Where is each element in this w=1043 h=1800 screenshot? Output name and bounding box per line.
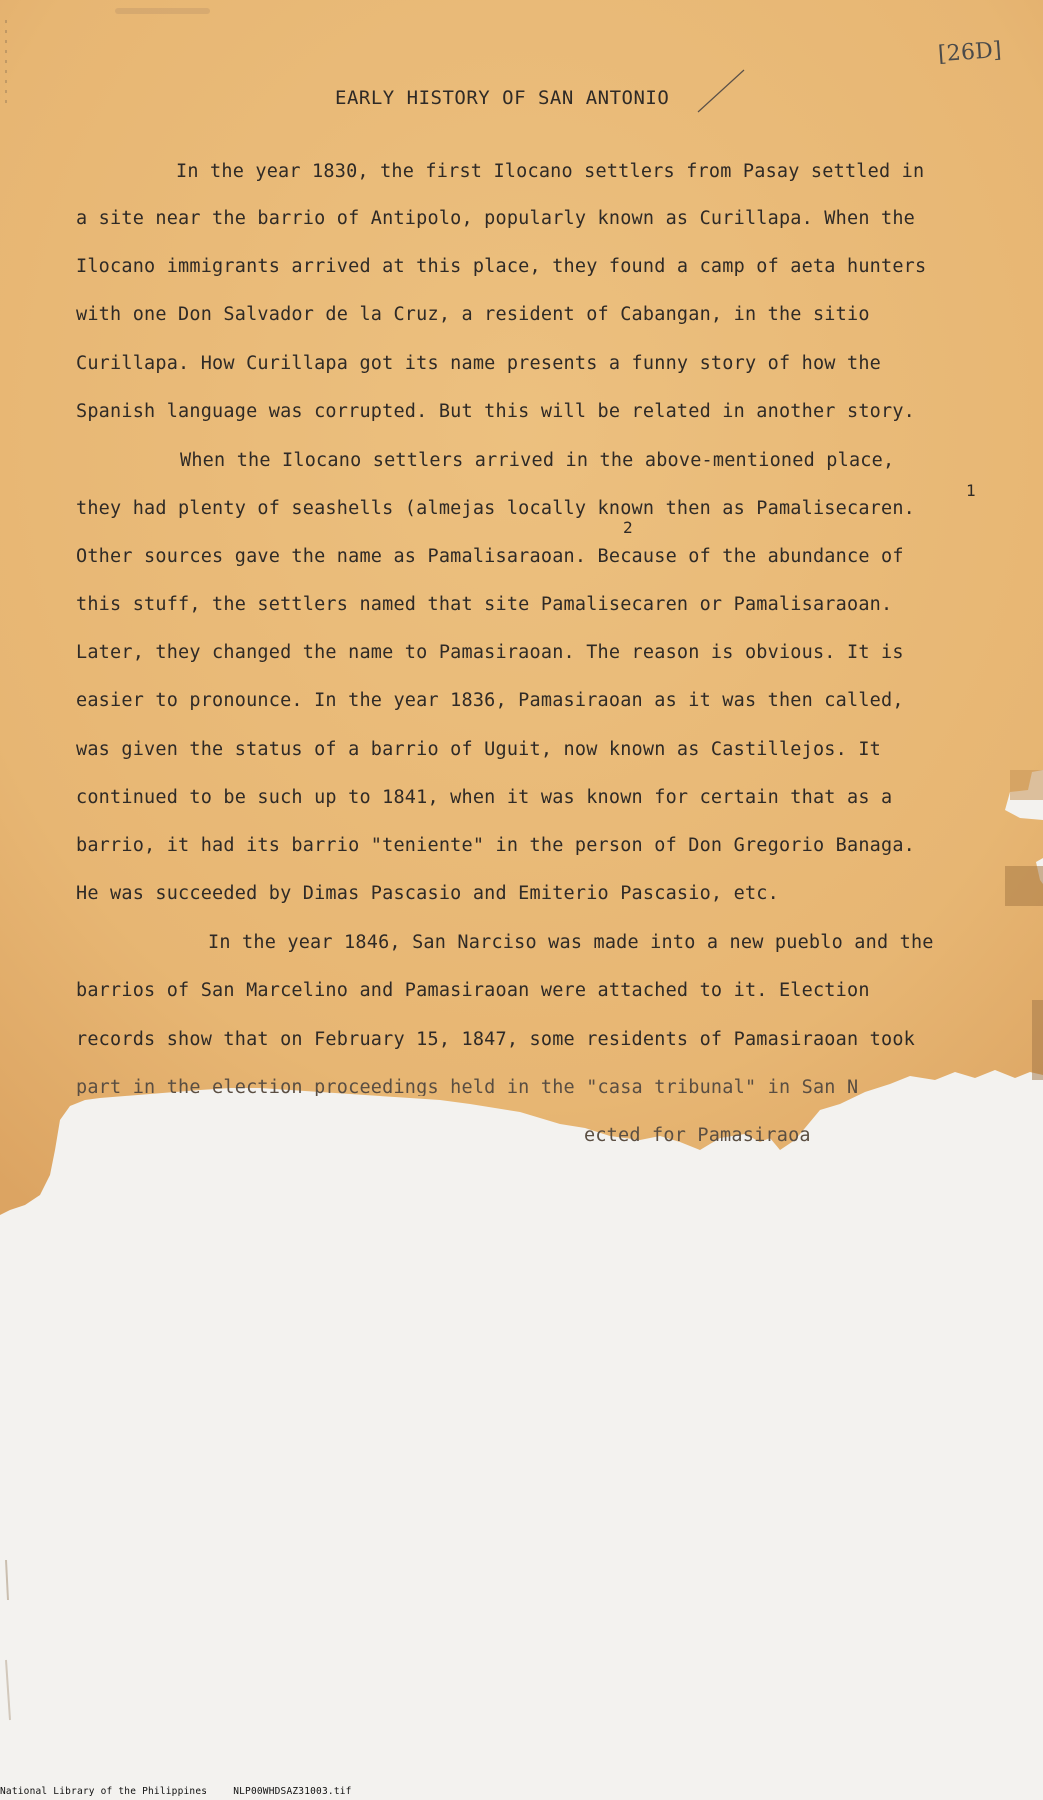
text-line: In the year 1846, San Narciso was made into a new pueblo and the	[208, 932, 934, 953]
text-line: In the year 1830, the first Ilocano settlers from Pasay settled in	[176, 161, 925, 182]
footnote-mark: 2	[623, 518, 633, 537]
page-number: [26D]	[937, 37, 1003, 68]
text-line-torn: part in the election proceedings held in the "casa tribunal" in San N	[76, 1077, 859, 1096]
text-line: records show that on February 15, 1847, some residents of Pamasiraoan took	[76, 1029, 916, 1050]
library-name: National Library of the Philippines	[0, 1786, 208, 1797]
text-line: continued to be such up to 1841, when it was known for certain that as a	[76, 787, 893, 808]
text-line: Spanish language was corrupted. But this will be related in another story.	[76, 401, 916, 422]
text-line: easier to pronounce. In the year 1836, Pamasiraoan as it was then called,	[76, 690, 904, 711]
text-line: they had plenty of seashells (almejas locally known then as Pamalisecaren.	[76, 498, 916, 519]
text-line: was given the status of a barrio of Uguit, now known as Castillejos. It	[76, 739, 881, 760]
text-line: When the Ilocano settlers arrived in the above-mentioned place,	[180, 450, 895, 471]
file-name: NLP00WHDSAZ31003.tif	[233, 1786, 352, 1797]
text-line-fragment: ected for Pamasiraoa	[584, 1125, 811, 1146]
text-line: Other sources gave the name as Pamalisaraoan. Because of the abundance of	[76, 546, 904, 567]
page-title: EARLY HISTORY OF SAN ANTONIO	[335, 87, 670, 109]
text-line: He was succeeded by Dimas Pascasio and Emiterio Pascasio, etc.	[76, 883, 779, 904]
text-line: this stuff, the settlers named that site Pamalisecaren or Pamalisaraoan.	[76, 594, 893, 615]
text-line: Curillapa. How Curillapa got its name presents a funny story of how the	[76, 353, 881, 374]
archive-caption	[0, 1786, 352, 1797]
text-line: Later, they changed the name to Pamasiraoan. The reason is obvious. It is	[76, 642, 904, 663]
text-line: with one Don Salvador de la Cruz, a resident of Cabangan, in the sitio	[76, 304, 870, 325]
text-line: Ilocano immigrants arrived at this place, they found a camp of aeta hunters	[76, 256, 927, 277]
footnote-mark: 1	[966, 481, 976, 500]
text-line: barrio, it had its barrio "teniente" in the person of Don Gregorio Banaga.	[76, 835, 916, 856]
text-line: barrios of San Marcelino and Pamasiraoan were attached to it. Election	[76, 980, 870, 1001]
text-line: a site near the barrio of Antipolo, popularly known as Curillapa. When the	[76, 208, 916, 229]
